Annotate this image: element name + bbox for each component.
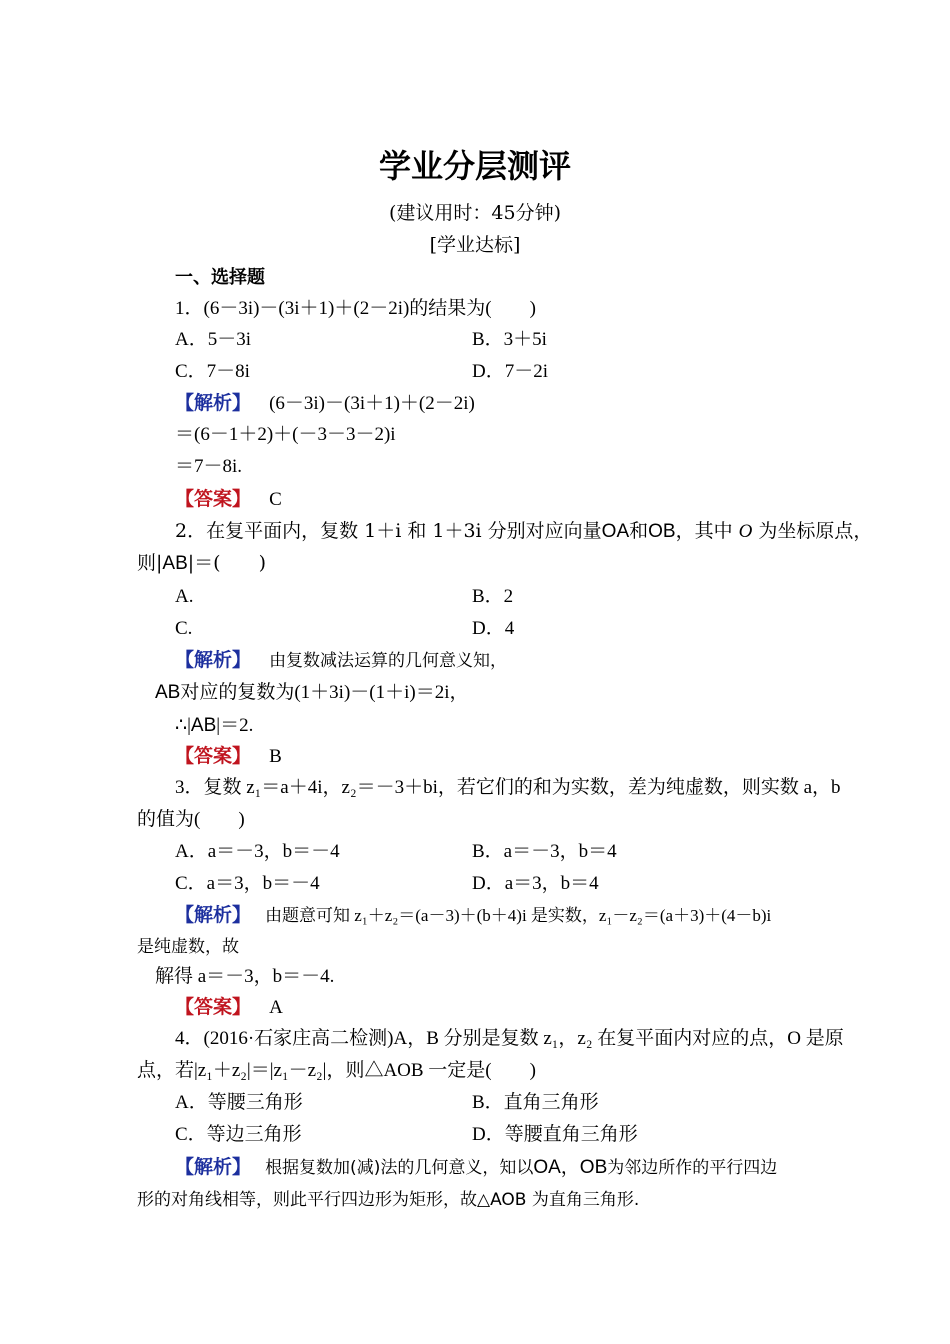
vector-ob: OB bbox=[579, 1157, 608, 1178]
answer-value: B bbox=[269, 746, 282, 767]
vector-ob: OB bbox=[648, 521, 676, 542]
q3-option-d: D．a＝3，b＝4 bbox=[472, 873, 599, 894]
analysis-label: 【解析】 bbox=[175, 649, 252, 671]
q4-analysis-line-2: 形的对角线相等，则此平行四边形为矩形，故△AOB 为直角三角形. bbox=[137, 1190, 640, 1210]
vector-ab: AB bbox=[155, 682, 181, 703]
q2-stem-text-2: ，其中 bbox=[675, 520, 739, 542]
therefore-abs: ∴| bbox=[175, 715, 191, 736]
time-suggestion: (建议用时：45分钟) bbox=[388, 202, 561, 224]
q2-option-b: B．2 bbox=[472, 586, 514, 607]
q3-stem-line-2: 的值为( ) bbox=[137, 809, 245, 830]
q2-abs-close: |＝( ) bbox=[187, 552, 266, 574]
q4-stem-line-1: 4．(2016·石家庄高二检测)A，B 分别是复数 z₁，z₂ 在复平面内对应的点，O 是原 bbox=[175, 1028, 844, 1049]
q4-analysis-line-1 bbox=[175, 1155, 777, 1180]
vector-ab: AB bbox=[190, 715, 217, 736]
q3-stem-line-1: 3．复数 z₁＝a＋4i，z₂＝－3＋bi，若它们的和为实数，差为纯虚数，则实数 a，b bbox=[175, 777, 841, 798]
analysis-text: (6－3i)－(3i＋1)＋(2－2i) bbox=[269, 393, 475, 414]
q2-analysis-line-3 bbox=[175, 713, 253, 738]
q4-option-c: C．等边三角形 bbox=[175, 1124, 302, 1145]
q1-analysis-line-2: ＝(6－1＋2)＋(－3－3－2)i bbox=[175, 424, 396, 445]
q2-abs-open: 则| bbox=[137, 552, 163, 574]
q4-option-d: D．等腰直角三角形 bbox=[472, 1124, 638, 1145]
q1-option-a: A．5－3i bbox=[175, 329, 252, 350]
q4-option-b: B．直角三角形 bbox=[472, 1092, 599, 1113]
vector-oa: OA bbox=[601, 521, 630, 542]
q2-analysis-line-2 bbox=[155, 680, 469, 705]
q1-option-d: D．7－2i bbox=[472, 361, 549, 382]
q2-answer bbox=[175, 744, 282, 769]
answer-label: 【答案】 bbox=[175, 488, 252, 510]
q1-analysis-line-3: ＝7－8i. bbox=[175, 456, 243, 477]
separator: ， bbox=[560, 1156, 580, 1178]
q2-stem-text: 2．在复平面内，复数 1＋i 和 1＋3i 分别对应向量 bbox=[175, 520, 602, 542]
q1-option-b: B．3＋5i bbox=[472, 329, 547, 350]
q4-option-a: A．等腰三角形 bbox=[175, 1092, 303, 1113]
part-heading: 一、选择题 bbox=[175, 267, 265, 288]
q3-answer bbox=[175, 995, 283, 1020]
analysis-label: 【解析】 bbox=[175, 1156, 252, 1178]
point-o: O bbox=[738, 521, 753, 542]
q2-conjunction: 和 bbox=[629, 520, 649, 542]
q4-stem-line-2: 点，若|z₁＋z₂|＝|z₁－z₂|，则△AOB 一定是( ) bbox=[137, 1060, 536, 1081]
q2-option-a: A. bbox=[175, 586, 194, 607]
q3-analysis-line-1 bbox=[175, 903, 771, 928]
analysis-text-2: 为邻边所作的平行四边 bbox=[607, 1158, 778, 1178]
q2-stem-line-2 bbox=[137, 551, 266, 576]
analysis-text: 对应的复数为(1＋3i)－(1＋i)＝2i， bbox=[180, 682, 469, 703]
vector-ab: AB bbox=[162, 553, 188, 574]
analysis-text: 根据复数加(减)法的几何意义，知以 bbox=[265, 1158, 534, 1178]
abs-result: |＝2. bbox=[216, 715, 254, 736]
answer-label: 【答案】 bbox=[175, 745, 252, 767]
q3-option-b: B．a＝－3，b＝4 bbox=[472, 841, 617, 862]
q2-stem-text-3: 为坐标原点， bbox=[752, 520, 873, 542]
analysis-label: 【解析】 bbox=[175, 392, 252, 414]
analysis-text: 由复数减法运算的几何意义知， bbox=[269, 651, 508, 671]
q2-stem-line-1 bbox=[175, 519, 872, 544]
q3-analysis-line-2: 是纯虚数，故 bbox=[137, 937, 239, 957]
q2-analysis-line-1 bbox=[175, 648, 507, 673]
analysis-label: 【解析】 bbox=[175, 904, 252, 926]
page-title: 学业分层测评 bbox=[378, 147, 571, 185]
q1-analysis-line-1 bbox=[175, 391, 475, 416]
analysis-text: 由题意可知 z₁＋z₂＝(a－3)＋(b＋4)i 是实数，z₁－z₂＝(a＋3)＋(4－b)i bbox=[265, 906, 772, 925]
vector-oa: OA bbox=[533, 1157, 561, 1178]
q1-stem: 1．(6－3i)－(3i＋1)＋(2－2i)的结果为( ) bbox=[175, 298, 536, 319]
answer-label: 【答案】 bbox=[175, 996, 252, 1018]
q3-option-c: C．a＝3，b＝－4 bbox=[175, 873, 320, 894]
q1-answer bbox=[175, 487, 282, 512]
answer-value: A bbox=[269, 997, 283, 1018]
q3-option-a: A．a＝－3，b＝－4 bbox=[175, 841, 340, 862]
section-label: [学业达标] bbox=[429, 234, 521, 256]
q2-option-c: C. bbox=[175, 618, 193, 639]
q2-option-d: D．4 bbox=[472, 618, 515, 639]
q1-option-c: C．7－8i bbox=[175, 361, 250, 382]
answer-value: C bbox=[269, 489, 282, 510]
q3-analysis-line-3: 解得 a＝－3，b＝－4. bbox=[155, 966, 335, 987]
